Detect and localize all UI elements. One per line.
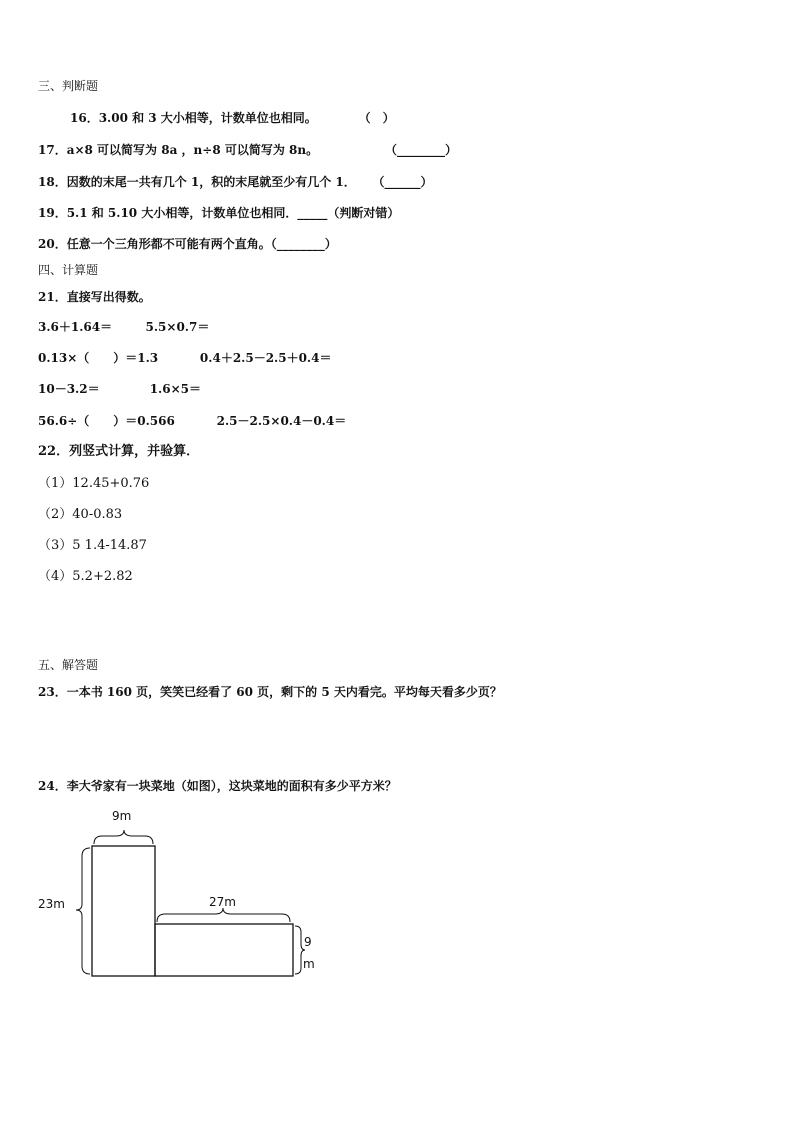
right-height-label-unit: m: [303, 957, 315, 971]
top-width-label: 9m: [112, 809, 132, 823]
section-calc-heading: 四、计算题: [38, 263, 99, 277]
top-brace: [94, 830, 153, 844]
question-22-item-1: （1）12.45+0.76: [38, 476, 150, 491]
section-solve-heading: 五、解答题: [38, 658, 99, 672]
question-22-title: 22．列竖式计算，并验算．: [38, 444, 200, 459]
left-height-label: 23m: [38, 897, 65, 911]
middle-brace: [157, 908, 290, 922]
garden-diagram: [30, 800, 350, 990]
question-17: 17．a×8 可以简写为 8a ，n÷8 可以简写为 8n。 （________）: [38, 143, 457, 157]
question-21-row-3: 10－3.2＝ 1.6×5＝: [38, 382, 201, 396]
left-brace: [76, 848, 90, 974]
question-19: 19．5.1 和 5.10 大小相等，计数单位也相同．_____（判断对错）: [38, 206, 400, 220]
question-21-row-2: 0.13×（ ）＝1.3 0.4＋2.5－2.5＋0.4＝: [38, 351, 332, 365]
question-24: 24．李大爷家有一块菜地（如图），这块菜地的面积有多少平方米？: [38, 779, 397, 793]
question-20: 20．任意一个三角形都不可能有两个直角。（________）: [38, 237, 337, 251]
question-23: 23．一本书 160 页，笑笑已经看了 60 页，剩下的 5 天内看完。平均每天看多少页？: [38, 685, 502, 699]
question-21-title: 21．直接写出得数。: [38, 290, 151, 304]
bottom-width-label: 27m: [209, 895, 236, 909]
question-16: 16．3.00 和 3 大小相等，计数单位也相同。 （ ）: [70, 111, 395, 125]
question-21-row-4: 56.6÷（ ）＝0.566 2.5－2.5×0.4－0.4＝: [38, 414, 347, 428]
question-21-row-1: 3.6＋1.64＝ 5.5×0.7＝: [38, 320, 210, 334]
garden-tall-part: [92, 846, 155, 976]
garden-wide-part: [155, 924, 293, 976]
section-judge-heading: 三、判断题: [38, 79, 99, 93]
right-height-label-number: 9: [304, 935, 312, 949]
question-22-item-4: （4）5.2+2.82: [38, 569, 133, 584]
question-22-item-2: （2）40-0.83: [38, 507, 123, 522]
question-18: 18．因数的末尾一共有几个 1，积的末尾就至少有几个 1． （______）: [38, 175, 433, 189]
question-22-item-3: （3）5 1.4-14.87: [38, 538, 147, 553]
